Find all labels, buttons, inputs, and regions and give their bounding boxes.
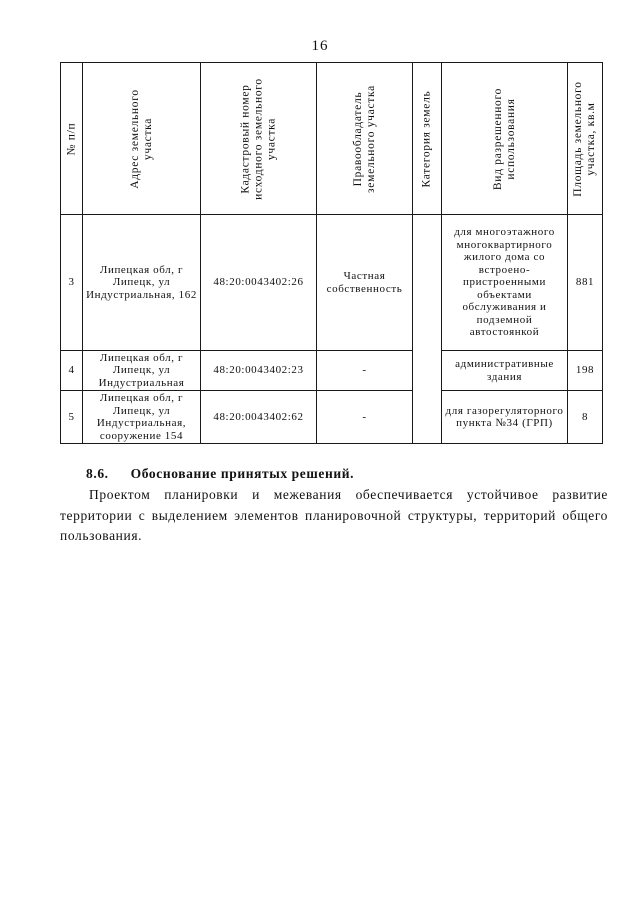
page-number: 16 <box>311 38 329 54</box>
owner-cell: - <box>317 351 413 391</box>
address-cell: Липецкая обл, г Липецк, ул Индустриальная <box>83 351 201 391</box>
header-category-label: Категория земель <box>420 90 433 187</box>
owner-cell: - <box>317 391 413 444</box>
owner-cell: Частная собственность <box>317 215 413 351</box>
table-header-row <box>61 63 603 215</box>
section-heading <box>60 466 608 482</box>
header-cell-use <box>442 63 568 215</box>
header-cadastral-label: Кадастровый номер исходного земельного участка <box>239 77 277 200</box>
address-cell: Липецкая обл, г Липецк, ул Индустриальная, 162 <box>83 215 201 351</box>
section-title: Обоснование принятых решений. <box>130 466 355 481</box>
header-area-label: Площадь земельного участка, кв.м <box>572 80 597 197</box>
header-cell-cadastral <box>201 63 317 215</box>
header-number-label: № п/п <box>65 122 77 155</box>
header-cell-number <box>61 63 83 215</box>
header-cell-area <box>568 63 603 215</box>
header-cell-owner <box>317 63 413 215</box>
permitted-use-cell: административные здания <box>442 351 568 391</box>
land-plots-table-container <box>60 62 602 444</box>
table-row <box>61 391 603 444</box>
land-category-cell <box>413 215 442 444</box>
table-row <box>61 215 603 351</box>
area-cell: 8 <box>568 391 603 444</box>
permitted-use-cell: для многоэтажного многоквартирного жилого дома со встроено-пристроенными объектами обслуживания и подземной автостоянкой <box>442 215 568 351</box>
section-number: 8.6. <box>86 466 109 481</box>
row-number-cell: 3 <box>61 215 83 351</box>
land-plots-table <box>60 62 603 444</box>
cadastral-number-cell: 48:20:0043402:62 <box>201 391 317 444</box>
permitted-use-cell: для газорегуляторного пункта №34 (ГРП) <box>442 391 568 444</box>
area-cell: 198 <box>568 351 603 391</box>
cadastral-number-cell: 48:20:0043402:23 <box>201 351 317 391</box>
table-row <box>61 351 603 391</box>
address-cell: Липецкая обл, г Липецк, ул Индустриальная, сооружение 154 <box>83 391 201 444</box>
header-cell-category <box>413 63 442 215</box>
header-use-label: Вид разрешенного использования <box>491 87 517 190</box>
section-paragraph <box>60 485 608 547</box>
header-address-label: Адрес земельного участка <box>128 88 154 189</box>
cadastral-number-cell: 48:20:0043402:26 <box>201 215 317 351</box>
row-number-cell: 5 <box>61 391 83 444</box>
header-owner-label: Правообладатель земельного участка <box>351 84 377 193</box>
row-number-cell: 4 <box>61 351 83 391</box>
header-cell-address <box>83 63 201 215</box>
area-cell: 881 <box>568 215 603 351</box>
section-text: Проектом планировки и межевания обеспечивается устойчивое развитие территории с выделением элементов планировочной структуры, территорий общего пользования. <box>60 487 608 543</box>
